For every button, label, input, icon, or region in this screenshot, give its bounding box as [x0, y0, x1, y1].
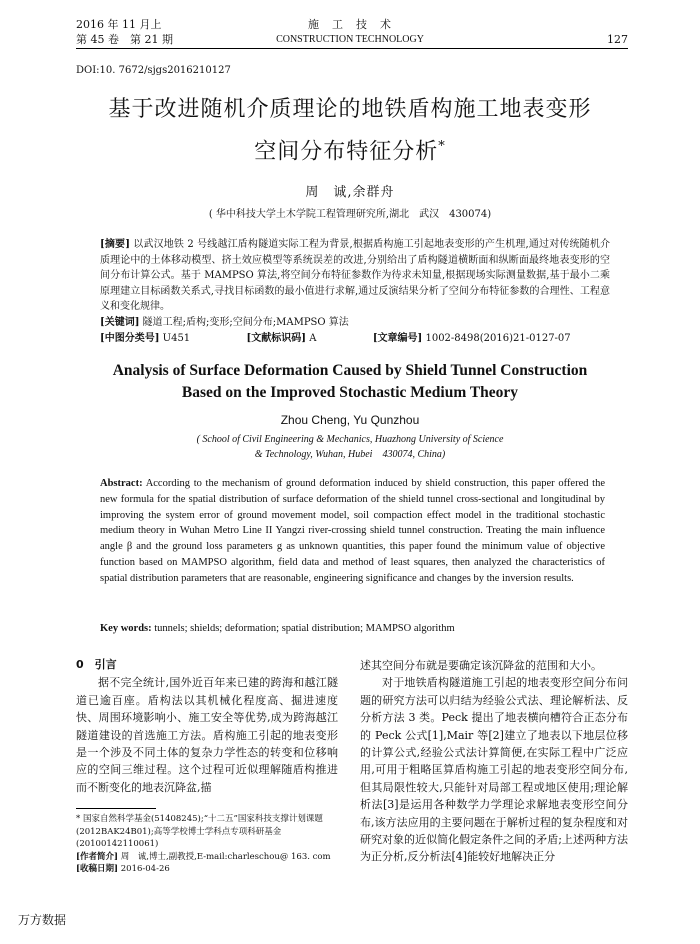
intro-paragraph-left: 据不完全统计,国外近百年来已建的跨海和越江隧道已逾百座。盾构法以其机械化程度高、掘进速度快、周围环境影响小、施工安全等优势,成为跨海越江隧道建设的首选施工方法。盾构施工引起的地表变形是一个涉及不同土体的复杂力学性态的转变和位移响应的空间三维过程。这个过程可近似理解随盾构推进而不断变化的地表沉降盆,描 — [76, 676, 338, 794]
affiliation-cn: ( 华中科技大学土木学院工程管理研究所,湖北 武汉 430074) — [208, 209, 492, 220]
header-journal-en: CONSTRUCTION TECHNOLOGY — [276, 34, 424, 45]
title-en-line1: Analysis of Surface Deformation Caused by Shield Tunnel Construction — [112, 362, 588, 379]
doc-code-value: A — [309, 333, 317, 344]
keywords-cn-label: [关键词] — [100, 317, 140, 328]
authors-cn: 周 诚,余群舟 — [305, 185, 395, 200]
doi: DOI:10. 7672/sjgs2016210127 — [76, 65, 231, 76]
title-en-line2: Based on the Improved Stochastic Medium Theory — [181, 384, 519, 401]
footnote-author-label: [作者简介] — [76, 851, 119, 862]
abstract-en-text: According to the mechanism of ground deformation induced by shield construction, this paper offered the new formula for the spatial distribution of surface deformation of the shield tunnel cross-sectional and longitudinal by improving the system error of ground movement model, soil compaction effect model in the traditional stochastic medium theory in Wuhan Metro Line II Yangzi river-crossing shield tunnel construction. Treating the main influence angle β and the ground loss parameters g as unknown quantities, this paper found the minimum value of objective function based on MAMPSO algorithm, field data and method of least squares, then analyzed the characteristics of spatial distribution parameters that are reasonable, engineering significance and changes by the inversion results. — [100, 478, 605, 584]
article-number-label: [文章编号] — [372, 333, 423, 344]
footnote-date — [76, 863, 338, 876]
title-fund-mark: * — [438, 139, 446, 154]
intro-paragraph-right-2: 对于地铁盾构隧道施工引起的地表变形空间分布问题的研究方法可以归结为经验公式法、理论解析法、反分析方法 3 类。Peck 提出了地表横向槽符合正态分布的 Peck 公式[1],Mair 等[2]建立了地表以下地层位移的计算公式,经验公式法计算简便,在实际工程中广泛应用,可用于粗略匡算盾构施工引起的地表变形空间分布,但其局限性较大,只能针对局部工程或地区使用;理论解析法[3]是运用各种数学力学理论求解地表变形空间分布,该方法应用的主要问题在于解析过程的复杂程度和对研究对象的近似简化假定条件之间的矛盾;上述两种方法为正分析,反分析法[4]能较好地解决正分 — [360, 676, 628, 864]
header-rule — [76, 48, 628, 49]
footnote-date-label: [收稿日期] — [76, 864, 119, 874]
abstract-cn-label: [摘要] — [100, 239, 130, 250]
header-journal-cn: 施 工 技 术 — [308, 18, 392, 31]
keywords-en — [100, 621, 605, 637]
keywords-cn — [100, 315, 610, 331]
affiliation-en-line1: ( School of Civil Engineering & Mechanics, Huazhong University of Science — [196, 434, 504, 445]
footnote-fund: * 国家自然科学基金(51408245);“十二五”国家科技支撑计划课题(2012BAK24B01);高等学校博士学科点专项科研基金(20100142110061) — [76, 814, 323, 849]
keywords-en-label: Key words: — [100, 623, 152, 634]
affiliation-en-line2: & Technology, Wuhan, Hubei 430074, China) — [254, 449, 446, 460]
header-volume: 第 45 卷 第 21 期 — [76, 33, 173, 46]
abstract-cn-text: 以武汉地铁 2 号线越江盾构隧道实际工程为背景,根据盾构施工引起地表变形的产生机理,通过对传统随机介质理论中的土体移动模型、挤土效应模型等系统误差的改进,分别给出了盾构隧道横断面和纵断面最终地表变形的空间分布计算公式。基于 MAMPSO 算法,将空间分布特征参数作为待求未知量,根据现场实际测量数据,基于最小二乘原理建立目标函数关系式,寻找目标函数的最小值进行求解,通过反演结果分析了空间分布特征参数的合理性、工程意义和变化规律。 — [100, 239, 611, 312]
clc-value: U451 — [162, 333, 191, 344]
abstract-en-label: Abstract: — [100, 478, 143, 489]
authors-en: Zhou Cheng, Yu Qunzhou — [280, 413, 420, 427]
keywords-cn-text: 隧道工程;盾构;变形;空间分布;MAMPSO 算法 — [142, 317, 349, 328]
watermark: 万方数据 — [18, 913, 67, 927]
abstract-en — [100, 476, 605, 587]
title-cn-line2: 空间分布特征分析 — [254, 139, 439, 165]
footnote-author-text: 周 诚,博士,副教授,E-mail:charleschou@ 163. com — [120, 851, 331, 862]
header-date: 2016 年 11 月上 — [76, 18, 162, 31]
title-cn-line1: 基于改进随机介质理论的地铁盾构施工地表变形 — [108, 97, 592, 122]
affiliation-en — [100, 432, 600, 462]
doc-code-label: [文献标识码] — [246, 333, 307, 344]
section-heading: 0 引言 — [76, 658, 117, 671]
title-cn-line2-wrap — [60, 131, 640, 168]
intro-paragraph-right-1: 述其空间分布就是要确定该沉降盆的范围和大小。 — [360, 659, 602, 672]
abstract-cn — [100, 237, 610, 315]
footnote — [76, 813, 338, 876]
right-column — [360, 657, 628, 866]
footnote-author — [76, 851, 338, 864]
header-page-number: 127 — [607, 33, 628, 46]
footnote-rule — [76, 808, 156, 809]
classification-line — [100, 331, 610, 347]
footnote-date-text: 2016-04-26 — [120, 864, 170, 874]
left-column — [76, 656, 338, 796]
clc-label: [中图分类号] — [100, 333, 160, 344]
article-number-value: 1002-8498(2016)21-0127-07 — [425, 333, 571, 344]
keywords-en-text: tunnels; shields; deformation; spatial distribution; MAMPSO algorithm — [154, 623, 455, 634]
